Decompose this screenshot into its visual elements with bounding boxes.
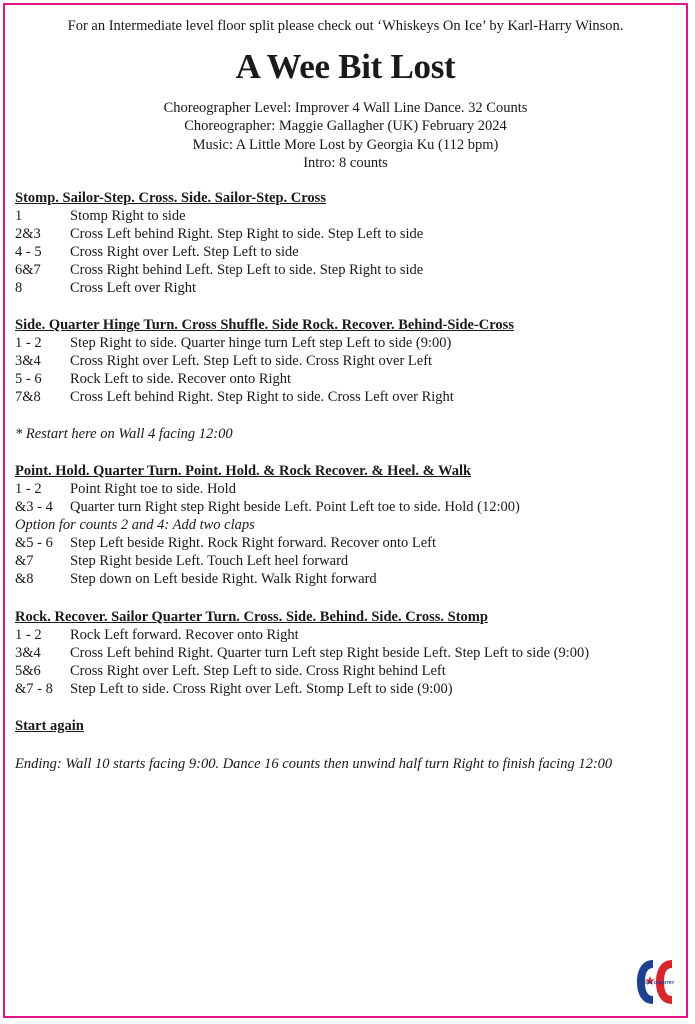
section-heading: Point. Hold. Quarter Turn. Point. Hold. & Rock Recover. & Heel. & Walk (15, 463, 472, 479)
step-count: 3&4 (15, 353, 41, 369)
step-text: Cross Left behind Right. Step Right to side. Step Left to side (70, 226, 424, 242)
step-text: Step Left to side. Cross Right over Left. Stomp Left to side (9:00) (70, 681, 453, 697)
step-text: Step Left beside Right. Rock Right forward. Recover onto Left (70, 535, 437, 551)
step-row (15, 499, 520, 516)
step-count: 5 - 6 (15, 371, 42, 387)
step-text: Step Right to side. Quarter hinge turn Left step Left to side (9:00) (70, 335, 452, 351)
step-row (15, 481, 236, 498)
step-text: Step down on Left beside Right. Walk Right forward (70, 571, 377, 587)
step-row (15, 226, 423, 243)
dance-title: A Wee Bit Lost (235, 47, 456, 86)
step-count: 4 - 5 (15, 244, 42, 260)
step-count: &7 - 8 (15, 681, 53, 697)
step-count: &3 - 4 (15, 499, 53, 515)
step-count: &7 (15, 553, 34, 569)
ending-note: Ending: Wall 10 starts facing 9:00. Dance 16 counts then unwind half turn Right to finish facing 12:00 (15, 756, 613, 772)
step-count: 1 - 2 (15, 627, 42, 643)
section-heading: Side. Quarter Hinge Turn. Cross Shuffle. Side Rock. Recover. Behind-Side-Cross (15, 317, 514, 333)
step-row (15, 371, 291, 388)
step-count: 3&4 (15, 645, 41, 661)
step-row (15, 663, 446, 680)
step-text: Point Right toe to side. Hold (70, 481, 236, 497)
step-text: Cross Right behind Left. Step Left to side. Step Right to side (70, 262, 424, 278)
section-heading: Rock. Recover. Sailor Quarter Turn. Cross. Side. Behind. Side. Cross. Stomp (15, 609, 488, 625)
restart-note: * Restart here on Wall 4 facing 12:00 (15, 426, 233, 442)
step-row (15, 244, 299, 261)
step-count: 1 - 2 (15, 481, 42, 497)
dance-meta (5, 99, 686, 172)
step-text: Cross Left over Right (70, 280, 197, 296)
logo-text: CROSS COUNTRY (637, 980, 675, 985)
step-text: Cross Right over Left. Step Left to side (70, 244, 299, 260)
meta-music: Music: A Little More Lost by Georgia Ku (112 bpm) (192, 136, 499, 153)
step-count: &8 (15, 571, 34, 587)
step-row (15, 627, 299, 644)
section-heading: Stomp. Sailor-Step. Cross. Side. Sailor-Step. Cross (15, 190, 326, 206)
step-count: 6&7 (15, 262, 41, 278)
step-row (15, 535, 436, 552)
meta-choreographer: Choreographer: Maggie Gallagher (UK) February 2024 (184, 118, 507, 135)
step-text: Cross Right over Left. Step Left to side. Cross Right over Left (70, 353, 433, 369)
meta-level: Choreographer Level: Improver 4 Wall Line Dance. 32 Counts (163, 100, 528, 116)
step-text: Stomp Right to side (70, 208, 186, 224)
step-row (15, 208, 186, 225)
step-text: Cross Right over Left. Step Left to side. Cross Right behind Left (70, 663, 446, 679)
step-row (15, 389, 454, 406)
step-row (15, 335, 451, 352)
step-row (15, 353, 432, 370)
step-row (15, 553, 348, 570)
step-row (15, 262, 423, 279)
step-count: 1 (15, 208, 23, 224)
step-count: &5 - 6 (15, 535, 53, 551)
cross-country-logo (634, 954, 678, 1010)
meta-intro: Intro: 8 counts (303, 154, 388, 171)
start-again-heading: Start again (15, 718, 84, 734)
document-page (3, 3, 688, 1018)
step-count: 8 (15, 280, 23, 296)
step-count: 5&6 (15, 663, 41, 679)
step-text: Cross Left behind Right. Quarter turn Left step Right beside Left. Step Left to side (9:00) (70, 645, 590, 661)
step-text: Rock Left to side. Recover onto Right (70, 371, 292, 387)
step-row (15, 571, 377, 588)
step-text: Cross Left behind Right. Step Right to side. Cross Left over Right (70, 389, 454, 405)
step-count: 1 - 2 (15, 335, 42, 351)
top-note: For an Intermediate level floor split please check out ‘Whiskeys On Ice’ by Karl-Harry Winson. (67, 18, 624, 34)
step-text: Quarter turn Right step Right beside Left. Point Left toe to side. Hold (12:00) (70, 499, 520, 515)
step-text: Step Right beside Left. Touch Left heel forward (70, 553, 349, 569)
step-count: 7&8 (15, 389, 41, 405)
option-note: Option for counts 2 and 4: Add two claps (15, 517, 255, 533)
step-row (15, 681, 453, 698)
step-row (15, 645, 589, 662)
step-text: Rock Left forward. Recover onto Right (70, 627, 299, 643)
step-count: 2&3 (15, 226, 41, 242)
step-row (15, 280, 196, 297)
